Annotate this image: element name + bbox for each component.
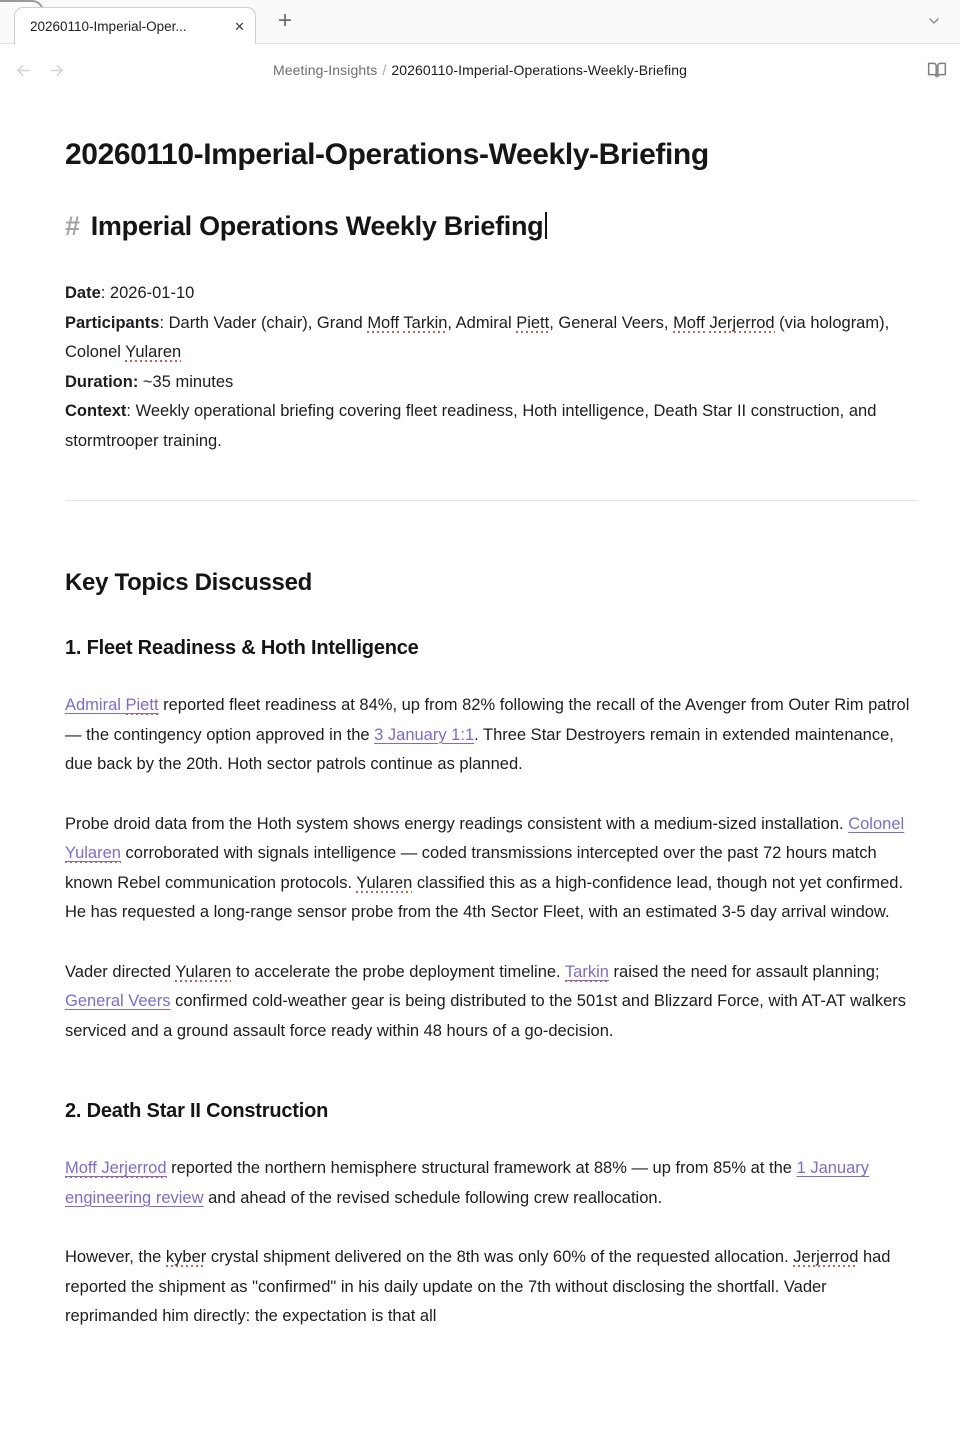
breadcrumb [0, 62, 960, 78]
book-open-icon [927, 60, 947, 80]
meta-label: Context [65, 402, 127, 421]
text-run: reported fleet readiness at 84%, up from 82% following the recall of the Avenger from Outer Rim patrol — the contingency option approved in the [65, 696, 910, 744]
internal-link[interactable]: General Veers [65, 992, 171, 1011]
internal-link[interactable]: Colonel [848, 814, 905, 833]
text-run: . Three Star Destroyers remain in extended maintenance, due back by the 20th. Hoth sector patrols continue as planned. [65, 725, 894, 774]
text-run-misspelled: Tarkin [403, 313, 448, 332]
text-run: reported the northern hemisphere structural framework at 88% — up from 85% at the [166, 1159, 797, 1178]
text-run: had reported the shipment as "confirmed" in his daily update on the 7th without disclosing the shortfall. Vader reprimanded him directly: the expectation is that all [65, 1248, 891, 1326]
meta-label: Date [65, 284, 101, 303]
internal-link-misspelled[interactable]: Moff [65, 1159, 97, 1178]
meta-label: Participants [65, 313, 160, 332]
text-run: (via hologram), Colonel [65, 313, 890, 362]
meta-line [65, 279, 918, 309]
meta-line [65, 368, 918, 398]
text-run: confirmed cold-weather gear is being distributed to the 501st and Blizzard Force, with AT-AT walkers serviced and a ground assault force ready within 48 hours of a go-decision. [65, 992, 906, 1040]
heading-3: 1. Fleet Readiness & Hoth Intelligence [65, 637, 419, 660]
tab-bar [0, 0, 960, 44]
heading-3: 2. Death Star II Construction [65, 1100, 329, 1123]
text-run: ~35 minutes [138, 372, 234, 391]
text-run-misspelled: Jerjerrod [709, 313, 775, 332]
text-run: , Admiral [447, 313, 517, 332]
text-run: crystal shipment delivered on the 8th was only 60% of the requested allocation. [206, 1248, 794, 1267]
text-run-misspelled: kyber [165, 1248, 207, 1267]
text-run: However, the [65, 1248, 166, 1267]
tab-list-button[interactable] [926, 13, 942, 29]
text-run-misspelled: Yularen [175, 962, 232, 981]
inline-file-title[interactable]: 20260110-Imperial-Operations-Weekly-Briefing [65, 138, 709, 171]
chevron-down-icon [926, 13, 942, 29]
text-run: to accelerate the probe deployment timeline. [231, 962, 565, 981]
nav-history [0, 61, 66, 80]
text-run: : Weekly operational briefing covering fleet readiness, Hoth intelligence, Death Star II construction, and stormtrooper training. [65, 402, 877, 450]
reading-mode-button[interactable] [927, 60, 947, 80]
text-run: Probe droid data from the Hoth system shows energy readings consistent with a medium-sized installation. [65, 814, 849, 833]
text-run: and ahead of the revised schedule following crew reallocation. [203, 1188, 663, 1207]
paragraph [65, 691, 918, 780]
close-icon[interactable]: ✕ [234, 19, 245, 34]
text-run: , General Veers, [549, 313, 674, 332]
text-run: classified this as a high-confidence lead, though not yet confirmed. He has requested a long-range sensor probe from the 4th Sector Fleet, with an estimated 3-5 day arrival window. [65, 873, 904, 922]
text-caret [545, 212, 547, 239]
text-run: Vader directed [65, 962, 176, 981]
plus-icon: + [277, 7, 292, 34]
heading-2: Key Topics Discussed [65, 569, 312, 597]
text-run-misspelled: Yularen [125, 343, 182, 362]
internal-link[interactable]: 3 January 1:1 [374, 725, 475, 744]
arrow-right-icon [47, 61, 66, 80]
paragraph [65, 1154, 918, 1213]
tab-title: 20260110-Imperial-Oper... [30, 19, 187, 34]
forward-button[interactable] [47, 61, 66, 80]
text-run-misspelled: Jerjerrod [793, 1248, 859, 1267]
internal-link-misspelled[interactable]: Jerjerrod [101, 1159, 167, 1178]
paragraph [65, 958, 918, 1047]
text-run-misspelled: Piett [516, 313, 550, 332]
breadcrumb-separator: / [382, 62, 387, 78]
internal-link-misspelled[interactable]: Yularen [65, 844, 121, 863]
text-run: : Darth Vader (chair), Grand [159, 313, 368, 332]
markdown-heading-token: # [65, 211, 80, 241]
view-header [0, 44, 960, 96]
internal-link[interactable]: 1 January engineering review [65, 1159, 870, 1207]
internal-link-misspelled[interactable]: Tarkin [564, 962, 609, 981]
text-run-misspelled: Moff [673, 313, 705, 332]
meta-block [65, 279, 918, 456]
heading-1 [65, 210, 918, 242]
breadcrumb-file[interactable]: 20260110-Imperial-Operations-Weekly-Briefing [391, 62, 687, 78]
paragraph [65, 1243, 918, 1332]
new-tab-button[interactable] [272, 8, 298, 34]
internal-link[interactable]: Admiral [65, 696, 126, 715]
paragraph [65, 810, 918, 928]
tab-active[interactable] [14, 7, 256, 45]
text-run-misspelled: Yularen [356, 873, 413, 892]
text-run-misspelled: Moff [367, 313, 400, 332]
text-run: : 2026-01-10 [100, 284, 195, 303]
heading-1-text: Imperial Operations Weekly Briefing [90, 211, 544, 241]
meta-label: Duration: [65, 372, 139, 391]
meta-line [65, 397, 918, 456]
horizontal-rule [65, 500, 918, 501]
internal-link-misspelled[interactable]: Piett [125, 696, 159, 715]
arrow-left-icon [14, 61, 33, 80]
back-button[interactable] [14, 61, 33, 80]
breadcrumb-folder[interactable]: Meeting-Insights [272, 62, 378, 78]
meta-line [65, 309, 918, 368]
text-run: raised the need for assault planning; [608, 962, 880, 981]
editor[interactable] [0, 96, 960, 1332]
text-run: corroborated with signals intelligence — coded transmissions intercepted over the past 72 hours match known Rebel communication protocols. [65, 844, 877, 892]
